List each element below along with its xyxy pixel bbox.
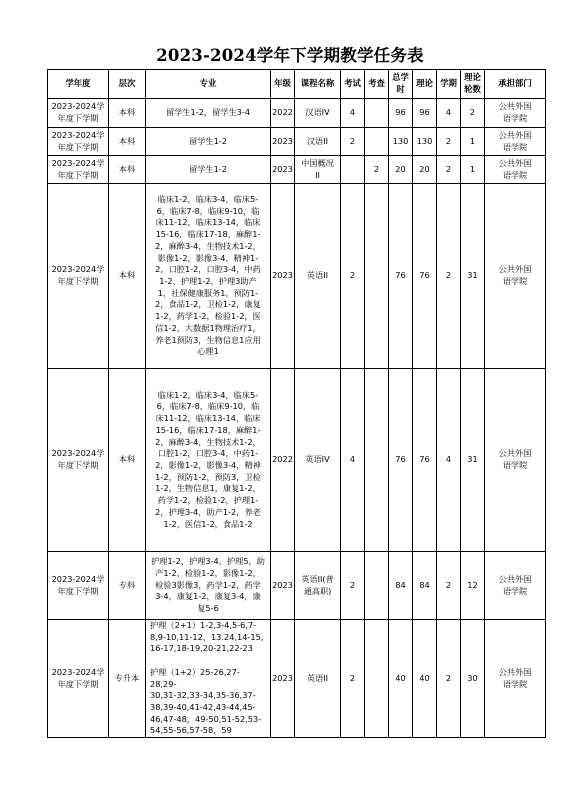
cell-grade: 2023 <box>271 128 295 156</box>
cell-check <box>365 369 389 552</box>
header-theory: 理论 <box>413 70 437 99</box>
header-grade: 年级 <box>271 70 295 99</box>
cell-major: 护理（2+1）1-2,3-4,5-6,7- 8,9-10,11-12，13.24,14-15, 16-17,18-19,20-21,22-23 护理（1+2）25-26,27-28,29- 30,31-32,33-34,35-36,37- 38,39-40,41-42,43-44,45- 46,47-48，49-50,51-52,53- 54,55-56,57-58，59 <box>146 620 271 738</box>
header-term: 学期 <box>437 70 461 99</box>
header-dept: 承担部门 <box>485 70 546 99</box>
cell-dept: 公共外国 语学院 <box>485 156 546 184</box>
cell-level: 本科 <box>109 128 146 156</box>
table-row <box>48 184 546 369</box>
cell-term: 4 <box>437 369 461 552</box>
cell-total-hours: 76 <box>389 184 413 369</box>
cell-dept: 公共外国 语学院 <box>485 620 546 738</box>
cell-check <box>365 128 389 156</box>
cell-level: 本科 <box>109 369 146 552</box>
cell-check: 2 <box>365 156 389 184</box>
header-major: 专业 <box>146 70 271 99</box>
cell-year: 2023-2024学 年度下学期 <box>48 128 109 156</box>
cell-exam: 2 <box>341 184 365 369</box>
cell-year: 2023-2024学 年度下学期 <box>48 369 109 552</box>
header-total-hours: 总学 时 <box>389 70 413 99</box>
cell-course: 汉语II <box>295 128 341 156</box>
cell-rounds: 30 <box>461 620 485 738</box>
cell-total-hours: 130 <box>389 128 413 156</box>
cell-course: 汉语IV <box>295 99 341 128</box>
cell-dept: 公共外国 语学院 <box>485 99 546 128</box>
header-exam: 考试 <box>341 70 365 99</box>
cell-year: 2023-2024学 年度下学期 <box>48 552 109 620</box>
table-row <box>48 99 546 128</box>
cell-exam: 2 <box>341 620 365 738</box>
cell-level: 本科 <box>109 184 146 369</box>
cell-theory: 76 <box>413 369 437 552</box>
cell-major: 留学生1-2 <box>146 128 271 156</box>
cell-course: 英语II(普 通高职) <box>295 552 341 620</box>
cell-major: 临床1-2，临床3-4，临床5- 6，临床7-8，临床9-10，临 床11-12，临床13-14，临床 15-16，临床17-18，麻醉1- 2，麻醉3-4，生物技术1-2， 影像1-2，影像3-4，精神1- 2，口腔1-2，口腔3-4，中药 1-2，护理1-2，护理3助产 1，社保健康服务1，预防1- 2，食品1-2，卫检1-2，康复 1-2，药学1-2，检验1-2，医 信1-2，大数据1物理治疗1， 养老1预防3，生物信息1应用 心理1 <box>146 184 271 369</box>
cell-level: 专科 <box>109 552 146 620</box>
table-row <box>48 369 546 552</box>
cell-term: 2 <box>437 128 461 156</box>
cell-course: 中国概况 II <box>295 156 341 184</box>
cell-exam: 4 <box>341 369 365 552</box>
cell-total-hours: 84 <box>389 552 413 620</box>
cell-rounds: 2 <box>461 99 485 128</box>
cell-term: 4 <box>437 99 461 128</box>
header-rounds: 理论 轮数 <box>461 70 485 99</box>
header-row <box>48 70 546 99</box>
cell-term: 2 <box>437 184 461 369</box>
cell-major: 留学生1-2 <box>146 156 271 184</box>
table-row <box>48 620 546 738</box>
cell-theory: 76 <box>413 184 437 369</box>
cell-grade: 2023 <box>271 620 295 738</box>
cell-check <box>365 552 389 620</box>
header-check: 考查 <box>365 70 389 99</box>
header-year: 学年度 <box>48 70 109 99</box>
cell-exam <box>341 156 365 184</box>
cell-theory: 96 <box>413 99 437 128</box>
table-row <box>48 156 546 184</box>
cell-theory: 84 <box>413 552 437 620</box>
cell-grade: 2023 <box>271 552 295 620</box>
teaching-task-table <box>47 69 546 738</box>
cell-rounds: 31 <box>461 369 485 552</box>
table-row <box>48 552 546 620</box>
cell-dept: 公共外国 语学院 <box>485 369 546 552</box>
cell-grade: 2022 <box>271 99 295 128</box>
cell-total-hours: 40 <box>389 620 413 738</box>
cell-grade: 2022 <box>271 369 295 552</box>
cell-year: 2023-2024学 年度下学期 <box>48 156 109 184</box>
cell-total-hours: 96 <box>389 99 413 128</box>
cell-level: 专升本 <box>109 620 146 738</box>
cell-year: 2023-2024学 年度下学期 <box>48 99 109 128</box>
cell-theory: 20 <box>413 156 437 184</box>
cell-dept: 公共外国 语学院 <box>485 184 546 369</box>
cell-rounds: 12 <box>461 552 485 620</box>
cell-year: 2023-2024学 年度下学期 <box>48 620 109 738</box>
cell-check <box>365 620 389 738</box>
cell-grade: 2023 <box>271 184 295 369</box>
cell-term: 2 <box>437 156 461 184</box>
cell-major: 护理1-2，护理3-4，护理5，助 产1-2，检验1-2，影像1-2， 检验3影像3，药学1-2，药学 3-4，康复1-2，康复3-4，康 复5-6 <box>146 552 271 620</box>
cell-level: 本科 <box>109 156 146 184</box>
header-course: 课程名称 <box>295 70 341 99</box>
cell-grade: 2023 <box>271 156 295 184</box>
cell-year: 2023-2024学 年度下学期 <box>48 184 109 369</box>
cell-course: 英语IV <box>295 369 341 552</box>
cell-exam: 4 <box>341 99 365 128</box>
cell-theory: 40 <box>413 620 437 738</box>
cell-major: 留学生1-2，留学生3-4 <box>146 99 271 128</box>
cell-course: 英语II <box>295 184 341 369</box>
header-level: 层次 <box>109 70 146 99</box>
cell-exam: 2 <box>341 128 365 156</box>
cell-rounds: 1 <box>461 156 485 184</box>
cell-dept: 公共外国 语学院 <box>485 552 546 620</box>
cell-rounds: 1 <box>461 128 485 156</box>
cell-level: 本科 <box>109 99 146 128</box>
cell-theory: 130 <box>413 128 437 156</box>
table-row <box>48 128 546 156</box>
cell-term: 2 <box>437 620 461 738</box>
cell-dept: 公共外国 语学院 <box>485 128 546 156</box>
cell-term: 2 <box>437 552 461 620</box>
cell-major: 临床1-2，临床3-4，临床5- 6，临床7-8，临床9-10，临 床11-12，临床13-14，临床 15-16，临床17-18，麻醉1- 2，麻醉3-4，生物技术1-2， 口腔1-2，口腔3-4，中药1- 2，影像1-2，影像3-4，精神 1-2，预防1-2，预防3，卫检 1-2，生物信息1，康复1-2， 药学1-2，检验1-2，护理1- 2，护理3-4，助产1-2，养老 1-2，医信1-2，食品1-2 <box>146 369 271 552</box>
cell-total-hours: 76 <box>389 369 413 552</box>
cell-rounds: 31 <box>461 184 485 369</box>
cell-course: 英语II <box>295 620 341 738</box>
cell-exam: 2 <box>341 552 365 620</box>
cell-check <box>365 99 389 128</box>
cell-total-hours: 20 <box>389 156 413 184</box>
page-title: 2023-2024学年下学期教学任务表 <box>156 46 424 65</box>
cell-check <box>365 184 389 369</box>
